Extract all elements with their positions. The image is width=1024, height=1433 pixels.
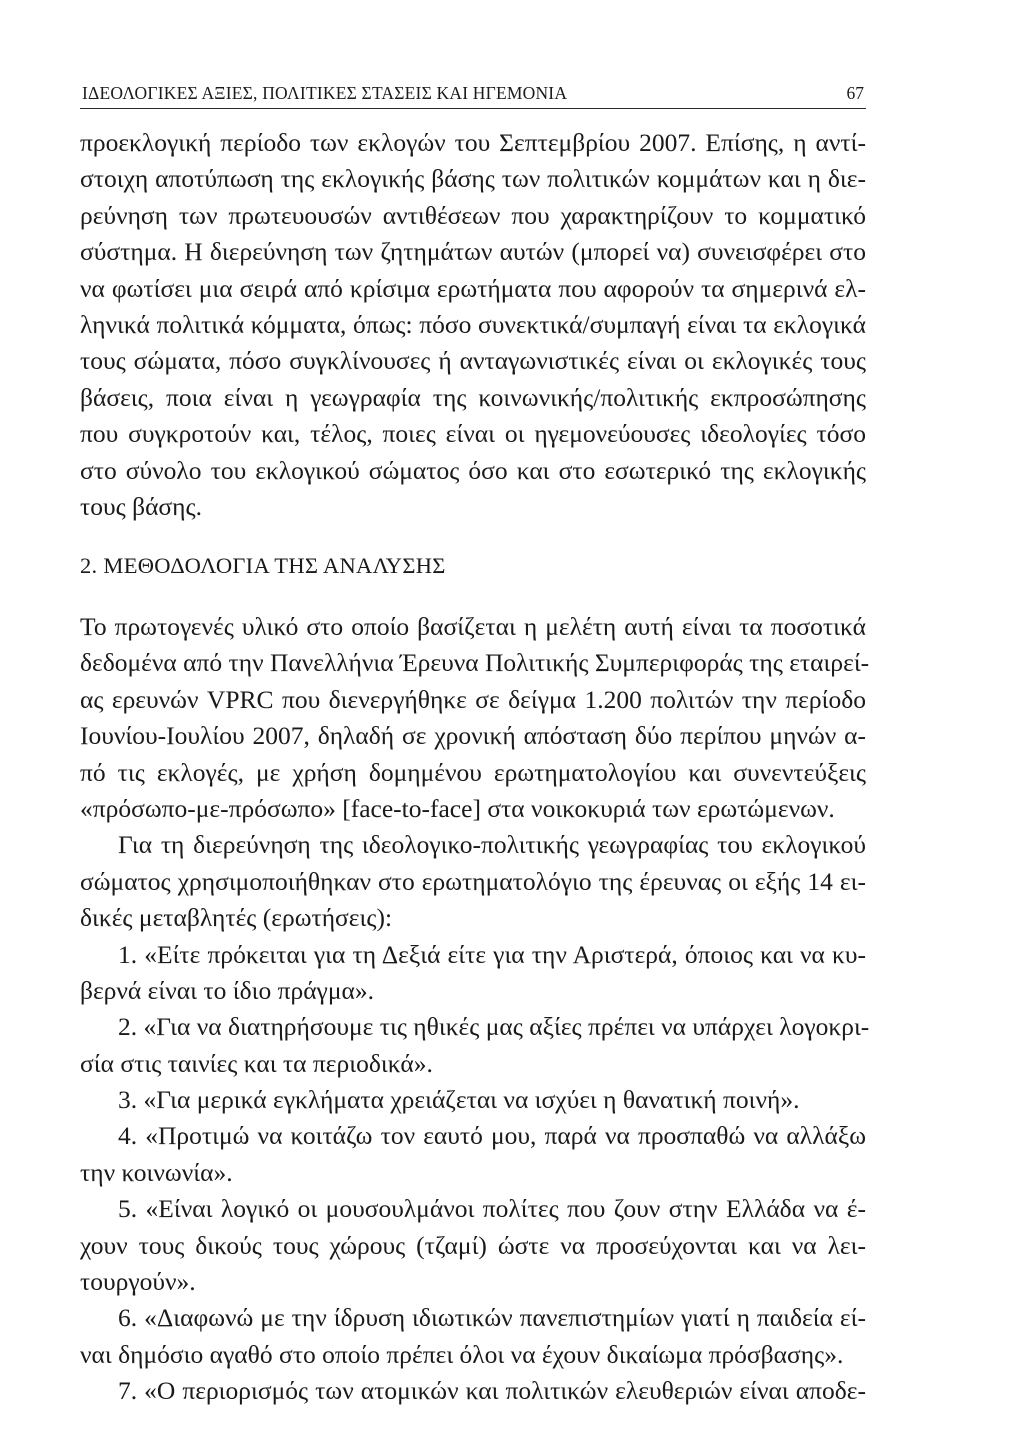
text-line: σύστημα. Η διερεύνηση των ζητημάτων αυτών (μπορεί να) συνεισφέρει στο	[80, 237, 866, 267]
list-item-5-cont: τουργούν».	[80, 1267, 196, 1297]
text-line: να φωτίσει μια σειρά από κρίσιμα ερωτήματα που αφορούν τα σημερινά ελ-	[80, 273, 866, 303]
text-line: που συγκροτούν και, τέλος, ποιες είναι οι ηγεμονεύουσες ιδεολογίες τόσο	[80, 419, 866, 449]
methodology-paragraph	[80, 609, 870, 1410]
list-item-6-cont: ναι δημόσιο αγαθό στο οποίο πρέπει όλοι να έχουν δικαίωμα πρόσβασης».	[80, 1339, 844, 1369]
text-line: ληνικά πολιτικά κόμματα, όπως: πόσο συνεκτικά/συμπαγή είναι τα εκλογικά	[80, 309, 866, 339]
text-line: πό τις εκλογές, με χρήση δομημένου ερωτηματολογίου και συνεντεύξεις	[80, 757, 866, 787]
text-line: προεκλογική περίοδο των εκλογών του Σεπτεμβρίου 2007. Επίσης, η αντί-	[80, 128, 866, 157]
list-item-1: 1. «Είτε πρόκειται για τη Δεξιά είτε για την Αριστερά, όποιος και να κυ-	[118, 939, 866, 969]
text-line: Το πρωτογενές υλικό στο οποίο βασίζεται η μελέτη αυτή είναι τα ποσοτικά	[80, 612, 866, 641]
list-item-6: 6. «Διαφωνώ με την ίδρυση ιδιωτικών πανεπιστημίων γιατί η παιδεία εί-	[118, 1303, 866, 1333]
text-line: «πρόσωπο-με-πρόσωπο» [face-to-face] στα νοικοκυριά των ερωτώμενων.	[80, 793, 835, 823]
text-line: στοιχη αποτύπωση της εκλογικής βάσης των πολιτικών κομμάτων και η διε-	[80, 164, 866, 194]
text-line: δικές μεταβλητές (ερωτήσεις):	[80, 903, 393, 933]
list-item-4-cont: την κοινωνία».	[80, 1157, 233, 1187]
text-line: τους σώματα, πόσο συγκλίνουσες ή ανταγωνιστικές είναι οι εκλογικές τους	[80, 346, 866, 376]
text-line: ρεύνηση των πρωτευουσών αντιθέσεων που χαρακτηρίζουν το κομματικό	[80, 200, 866, 230]
running-header	[80, 78, 866, 109]
list-item-2-cont: σία στις ταινίες και τα περιοδικά».	[80, 1048, 433, 1078]
list-item-1-cont: βερνά είναι το ίδιο πράγμα».	[80, 975, 374, 1005]
list-item-5-cont: χουν τους δικούς τους χώρους (τζαμί) ώστε να προσεύχονται και να λει-	[80, 1230, 866, 1260]
text-line: σώματος χρησιμοποιήθηκαν στο ερωτηματολόγιο της έρευνας οι εξής 14 ει-	[80, 866, 866, 896]
list-item-3: 3. «Για μερικά εγκλήματα χρειάζεται να ισχύει η θανατική ποινή».	[118, 1085, 800, 1115]
text-line: τους βάσης.	[80, 491, 202, 521]
page-number: 67	[846, 83, 864, 103]
text-line: βάσεις, ποια είναι η γεωγραφία της κοινωνικής/πολιτικής εκπροσώπησης	[80, 382, 866, 412]
text-line: Ιουνίου-Ιουλίου 2007, δηλαδή σε χρονική απόσταση δύο περίπου μηνών α-	[80, 721, 866, 751]
text-line: στο σύνολο του εκλογικού σώματος όσο και στο εσωτερικό της εκλογικής	[80, 455, 866, 485]
section-heading: 2. ΜΕΘΟΔΟΛΟΓΙΑ ΤΗΣ ΑΝΑΛΥΣΗΣ	[80, 553, 446, 578]
intro-paragraph	[80, 125, 866, 525]
list-item-5: 5. «Είναι λογικό οι μουσουλμάνοι πολίτες που ζουν στην Ελλάδα να έ-	[118, 1194, 866, 1224]
text-line: δεδομένα από την Πανελλήνια Έρευνα Πολιτικής Συμπεριφοράς της εταιρεί-	[80, 648, 870, 678]
text-line: Για τη διερεύνηση της ιδεολογικο-πολιτικής γεωγραφίας του εκλογικού	[118, 830, 866, 860]
list-item-2: 2. «Για να διατηρήσουμε τις ηθικές μας αξίες πρέπει να υπάρχει λογοκρι-	[118, 1012, 870, 1042]
text-line: ας ερευνών VPRC που διενεργήθηκε σε δείγμα 1.200 πολιτών την περίοδο	[80, 684, 866, 714]
running-title: ΙΔΕΟΛΟΓΙΚΕΣ ΑΞΙΕΣ, ΠΟΛΙΤΙΚΕΣ ΣΤΑΣΕΙΣ ΚΑΙ ΗΓΕΜΟΝΙΑ	[82, 83, 568, 103]
list-item-7: 7. «Ο περιορισμός των ατομικών και πολιτικών ελευθεριών είναι αποδε-	[118, 1376, 866, 1406]
list-item-4: 4. «Προτιμώ να κοιτάζω τον εαυτό μου, παρά να προσπαθώ να αλλάξω	[118, 1121, 866, 1151]
